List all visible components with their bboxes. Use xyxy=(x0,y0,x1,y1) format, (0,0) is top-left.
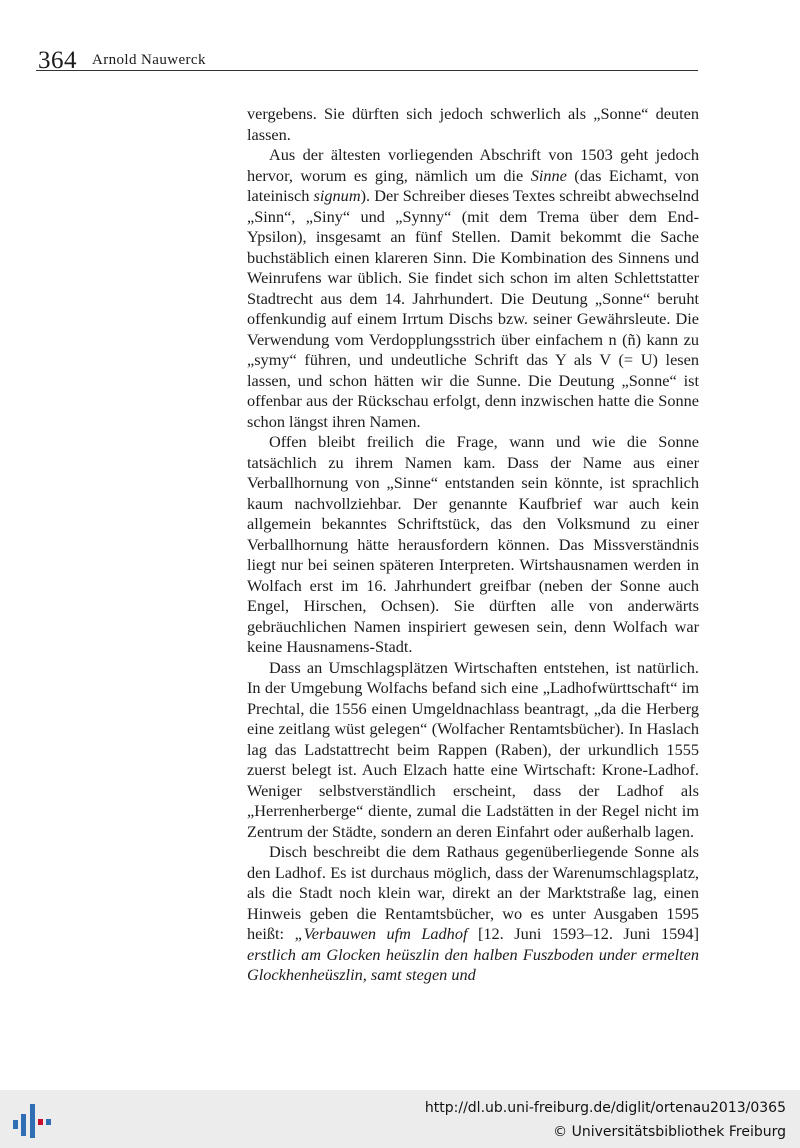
source-url-link[interactable]: http://dl.ub.uni-freiburg.de/diglit/ortenau2013/0365 xyxy=(424,1100,786,1116)
ub-freiburg-logo-icon xyxy=(10,1098,54,1142)
italic-text: Sinne xyxy=(530,165,567,185)
paragraph xyxy=(247,432,699,658)
body-text xyxy=(247,104,699,986)
italic-text: signum xyxy=(313,186,361,205)
text-run: (das Eichamt, von lateinisch xyxy=(247,165,700,205)
copyright-notice: © Universitätsbibliothek Freiburg xyxy=(553,1124,786,1140)
text-run: Disch beschreibt die dem Rathaus gegenüberliegende Sonne als den Ladhof. Es ist durchaus möglich, dass der Warenumschlagsplatz, als die Stadt noch klein war, direkt an der Marktstraße lag, einen Hinweis geben die Rentamtsbücher, wo es unter Ausgaben 1595 heißt: xyxy=(247,842,699,943)
header-rule xyxy=(36,70,698,71)
paragraph xyxy=(247,104,699,145)
page-number: 364 xyxy=(38,47,77,74)
text-run: Dass an Umschlagsplätzen Wirtschaften entstehen, ist natürlich. In der Umgebung Wolfachs befand sich eine „Ladhofwürttschaft“ im Prechtal, die 1556 einen Umgeldnachlass beantragt, „da die Herberg eine zeitlang wüst gelegen“ (Wolfacher Rentamtsbücher). In Haslach lag das Ladstattrecht beim Rappen (Raben), der urkundlich 1555 zuerst belegt ist. Auch Elzach hatte eine Wirtschaft: Krone-Ladhof. Weniger selbstverständlich erscheint, dass der Ladhof als „Herrenherberge“ diente, zumal die Ladstätten in der Regel nicht im Zentrum der Städte, sondern an deren Einfahrt oder außerhalb lagen. xyxy=(247,657,699,841)
text-run: Offen bleibt freilich die Frage, wann und wie die Sonne tatsächlich zu ihrem Namen kam. Dass der Name aus einer Verballhornung von „Sinne“ entstanden sein könnte, ist sprachlich kaum nachvollziehbar. Der genannte Kaufbrief war auch kein allgemein bekanntes Schriftstück, das den Volksmund zu einer Verballhornung hätte herausfordern können. Das Missverständnis liegt nur bei seinen späteren Interpreten. Wirtshausnamen werden in Wolfach erst im 16. Jahrhundert greifbar (neben der Sonne auch Engel, Hirschen, Ochsen). Sie dürften alle von anderwärts gebräuchlichen Namen inspiriert gewesen sein, denn Wolfach war keine Hausnamens-Stadt. xyxy=(247,432,699,656)
text-run: ). Der Schreiber dieses Textes schreibt abwechselnd „Sinn“, „Siny“ und „Synny“ (mit dem Trema über dem End-Ypsilon), insgesamt an fünf Stellen. Damit bekommt die Sache buchstäblich einen klareren Sinn. Die Kombination des Sinnens und Weinrufens war üblich. Sie findet sich schon im alten Schlettstatter Stadtrecht aus dem 14. Jahrhundert. Die Deutung „Sonne“ beruht offenkundig auf einem Irrtum Dischs bzw. seiner Gewährsleute. Die Verwendung vom Verdopplungsstrich über einfachem n (ñ) kann zu „symy“ führen, und undeutliche Schrift das Y als V (= U) lesen lassen, und schon hätten wir die Sunne. Die Deutung „Sonne“ ist offenbar aus der Rückschau erfolgt, denn inzwischen hatte die Sonne schon längst ihren Namen. xyxy=(247,186,699,431)
running-head-author: Arnold Nauwerck xyxy=(92,52,206,68)
paragraph xyxy=(247,658,699,843)
text-run: vergebens. Sie dürften sich jedoch schwerlich als „Sonne“ deuten lassen. xyxy=(247,104,699,144)
italic-text: erstlich am Glocken heüszlin den halben Fuszboden under ermelten Glockhenheüszlin, samt stegen und xyxy=(247,944,699,984)
paragraph xyxy=(247,145,699,432)
text-run: Aus der ältesten vorliegenden Abschrift von 1503 geht jedoch hervor, worum es ging, nämlich um die xyxy=(247,145,699,185)
text-run: [12. Juni 1593–12. Juni 1594] xyxy=(467,924,699,943)
paragraph xyxy=(247,842,699,986)
italic-text: „Verbauwen ufm Ladhof xyxy=(294,924,468,943)
footer-bar xyxy=(0,1090,800,1148)
